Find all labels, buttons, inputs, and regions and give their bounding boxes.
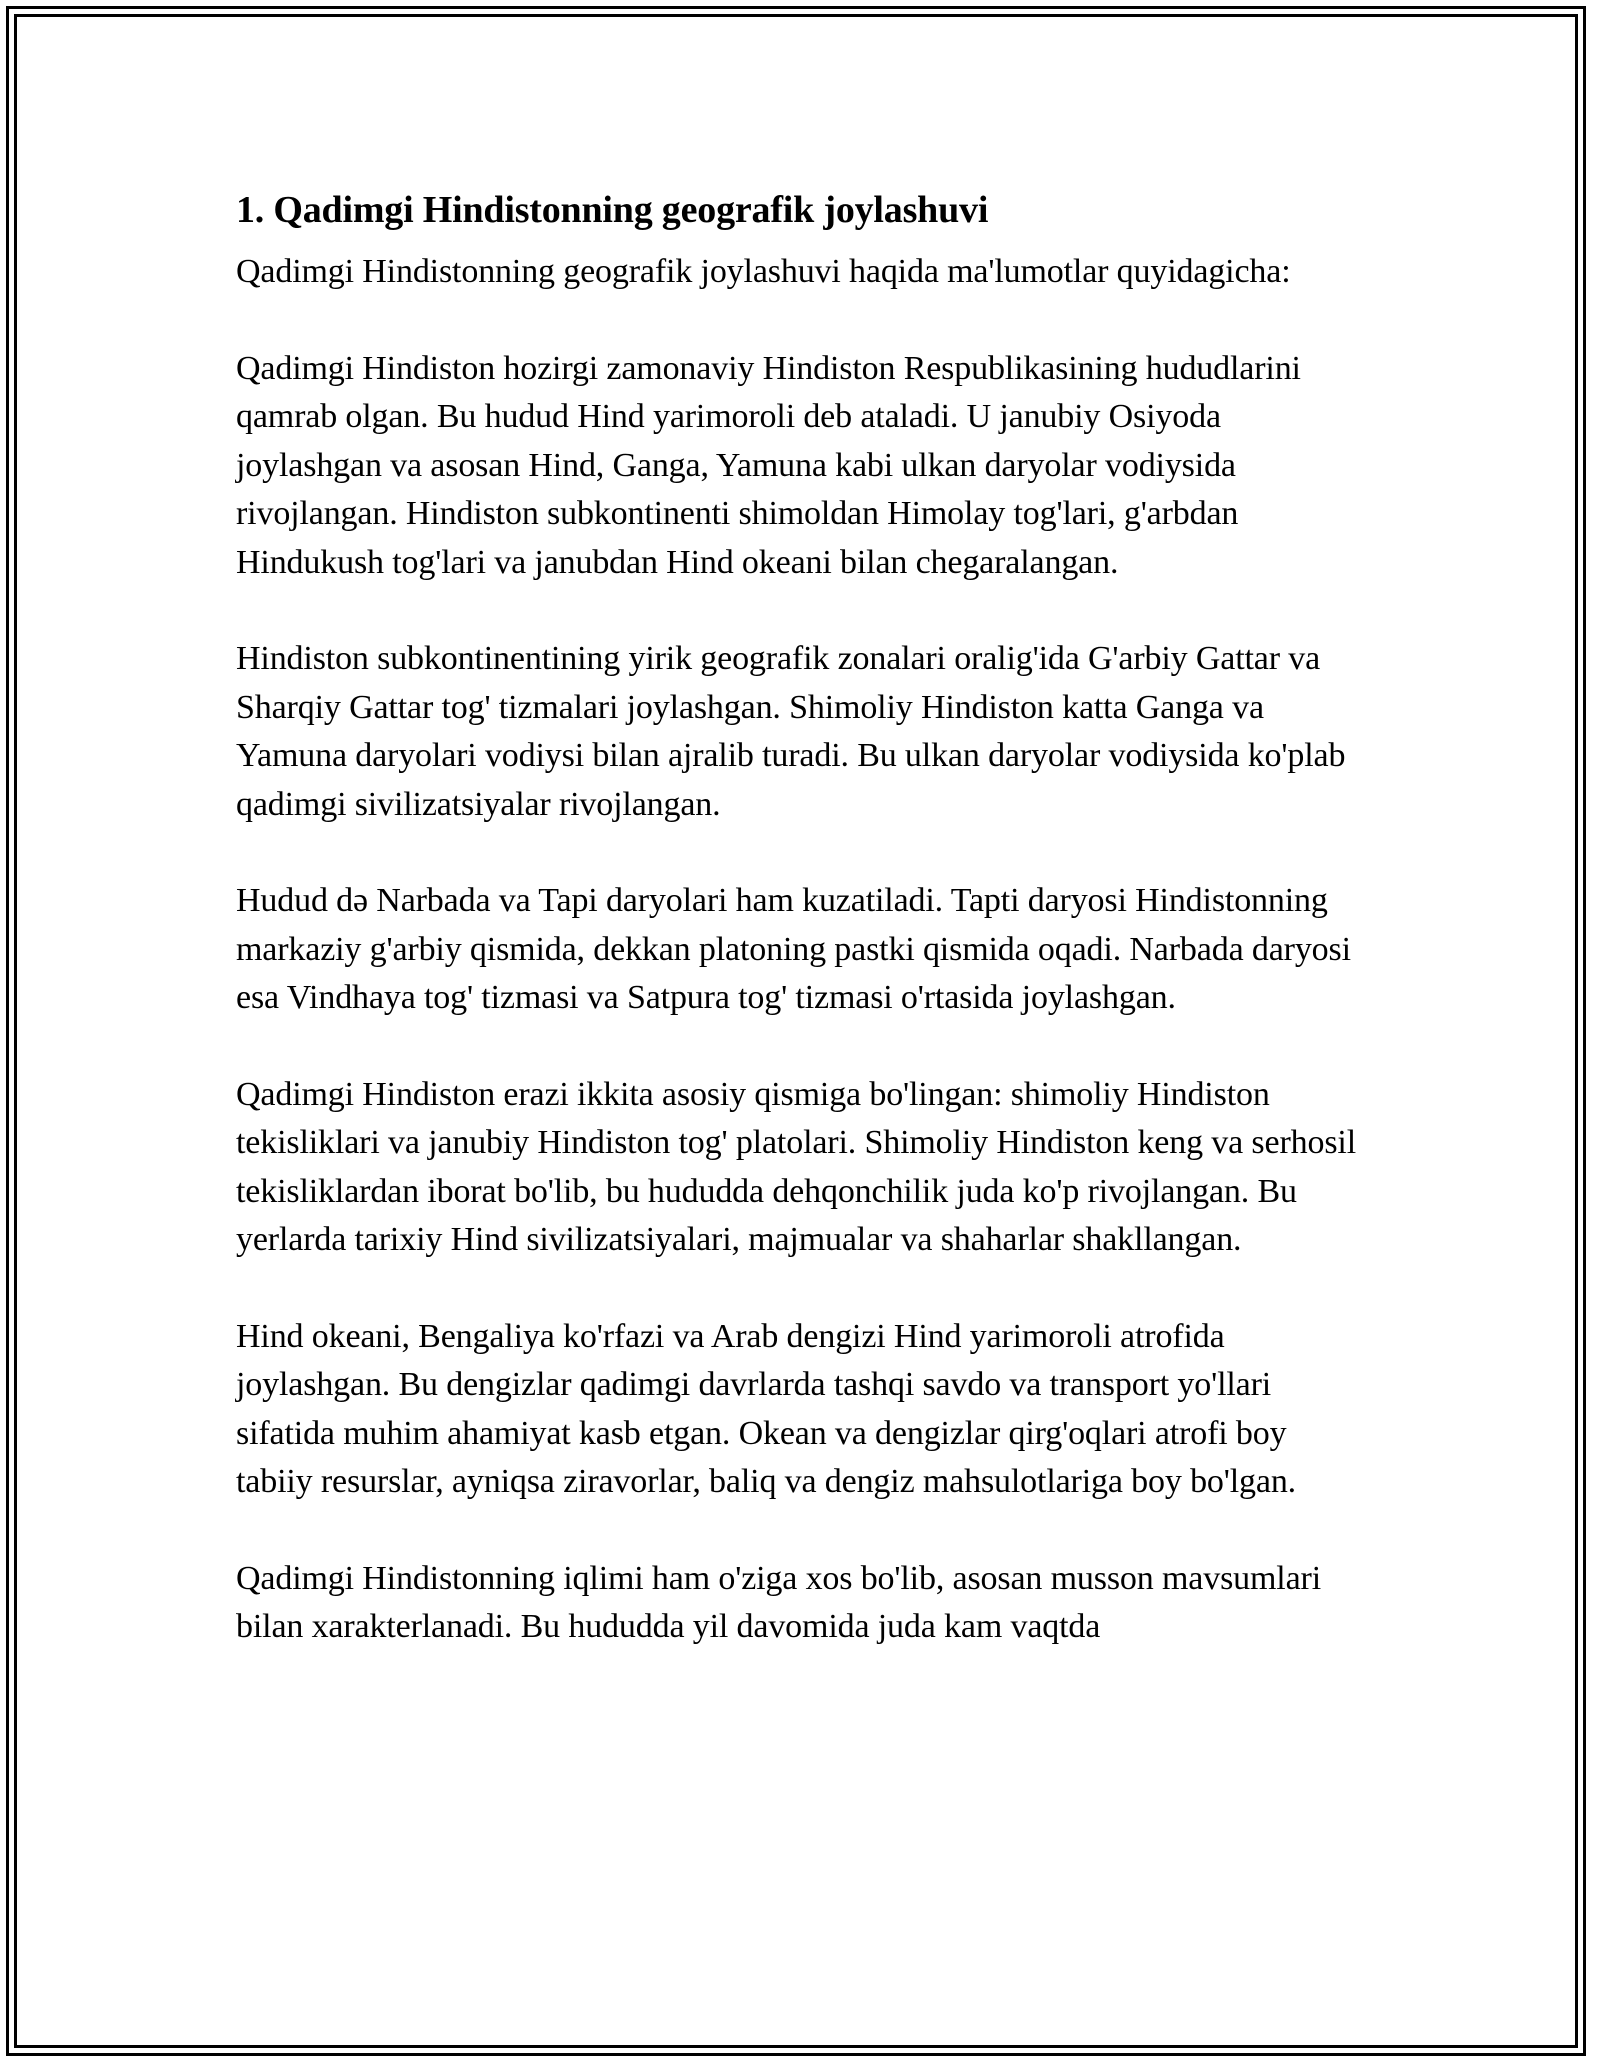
paragraph-geographic-zones: Hindiston subkontinentining yirik geografik zonalari oralig'ida G'arbiy Gattar va Sharqiy Gattar tog' tizmalari joylashgan. Shimoliy Hindiston katta Ganga va Yamuna daryolari vodiysi bilan ajralib turadi. Bu ulkan daryolar vodiysida ko'plab qadimgi sivilizatsiyalar rivojlangan. [236,640,1346,823]
paragraph-seas: Hind okeani, Bengaliya ko'rfazi va Arab dengizi Hind yarimoroli atrofida joylashgan. Bu dengizlar qadimgi davrlarda tashqi savdo va transport yo'llari sifatida muhim ahamiyat kasb etgan. Okean va dengizlar qirg'oqlari atrofi boy tabiiy resurslar, ayniqsa ziravorlar, baliq va dengiz mahsulotlariga boy bo'lgan. [236,1317,1297,1500]
section-heading: 1. Qadimgi Hindistonning geografik joylashuvi [236,189,989,231]
paragraph-intro: Qadimgi Hindistonning geografik joylashuvi haqida ma'lumotlar quyidagicha: [236,253,1291,290]
paragraph-location: Qadimgi Hindiston hozirgi zamonaviy Hindiston Respublikasining hududlarini qamrab olgan. Bu hudud Hind yarimoroli deb ataladi. U janubiy Osiyoda joylashgan va asosan Hind, Ganga, Yamuna kabi ulkan daryolar vodiysida rivojlangan. Hindiston subkontinenti shimoldan Himolay tog'lari, g'arbdan Hindukush tog'lari va janubdan Hind okeani bilan chegaralangan. [236,349,1301,581]
paragraph-rivers: Hudud də Narbada va Tapi daryolari ham kuzatiladi. Tapti daryosi Hindistonning markaziy g'arbiy qismida, dekkan platoning pastki qismida oqadi. Narbada daryosi esa Vindhaya tog' tizmasi va Satpura tog' tizmasi o'rtasida joylashgan. [236,882,1351,1016]
document-body [236,186,1370,1700]
paragraph-territory: Qadimgi Hindiston erazi ikkita asosiy qismiga bo'lingan: shimoliy Hindiston tekisliklari va janubiy Hindiston tog' platolari. Shimoliy Hindiston keng va serhosil tekisliklardan iborat bo'lib, bu hududda dehqonchilik juda ko'p rivojlangan. Bu yerlarda tarixiy Hind sivilizatsiyalari, majmualar va shaharlar shakllangan. [236,1075,1356,1258]
paragraph-climate: Qadimgi Hindistonning iqlimi ham o'ziga xos bo'lib, asosan musson mavsumlari bilan xarakterlanadi. Bu hududda yil davomida juda kam vaqtda [236,1559,1322,1645]
